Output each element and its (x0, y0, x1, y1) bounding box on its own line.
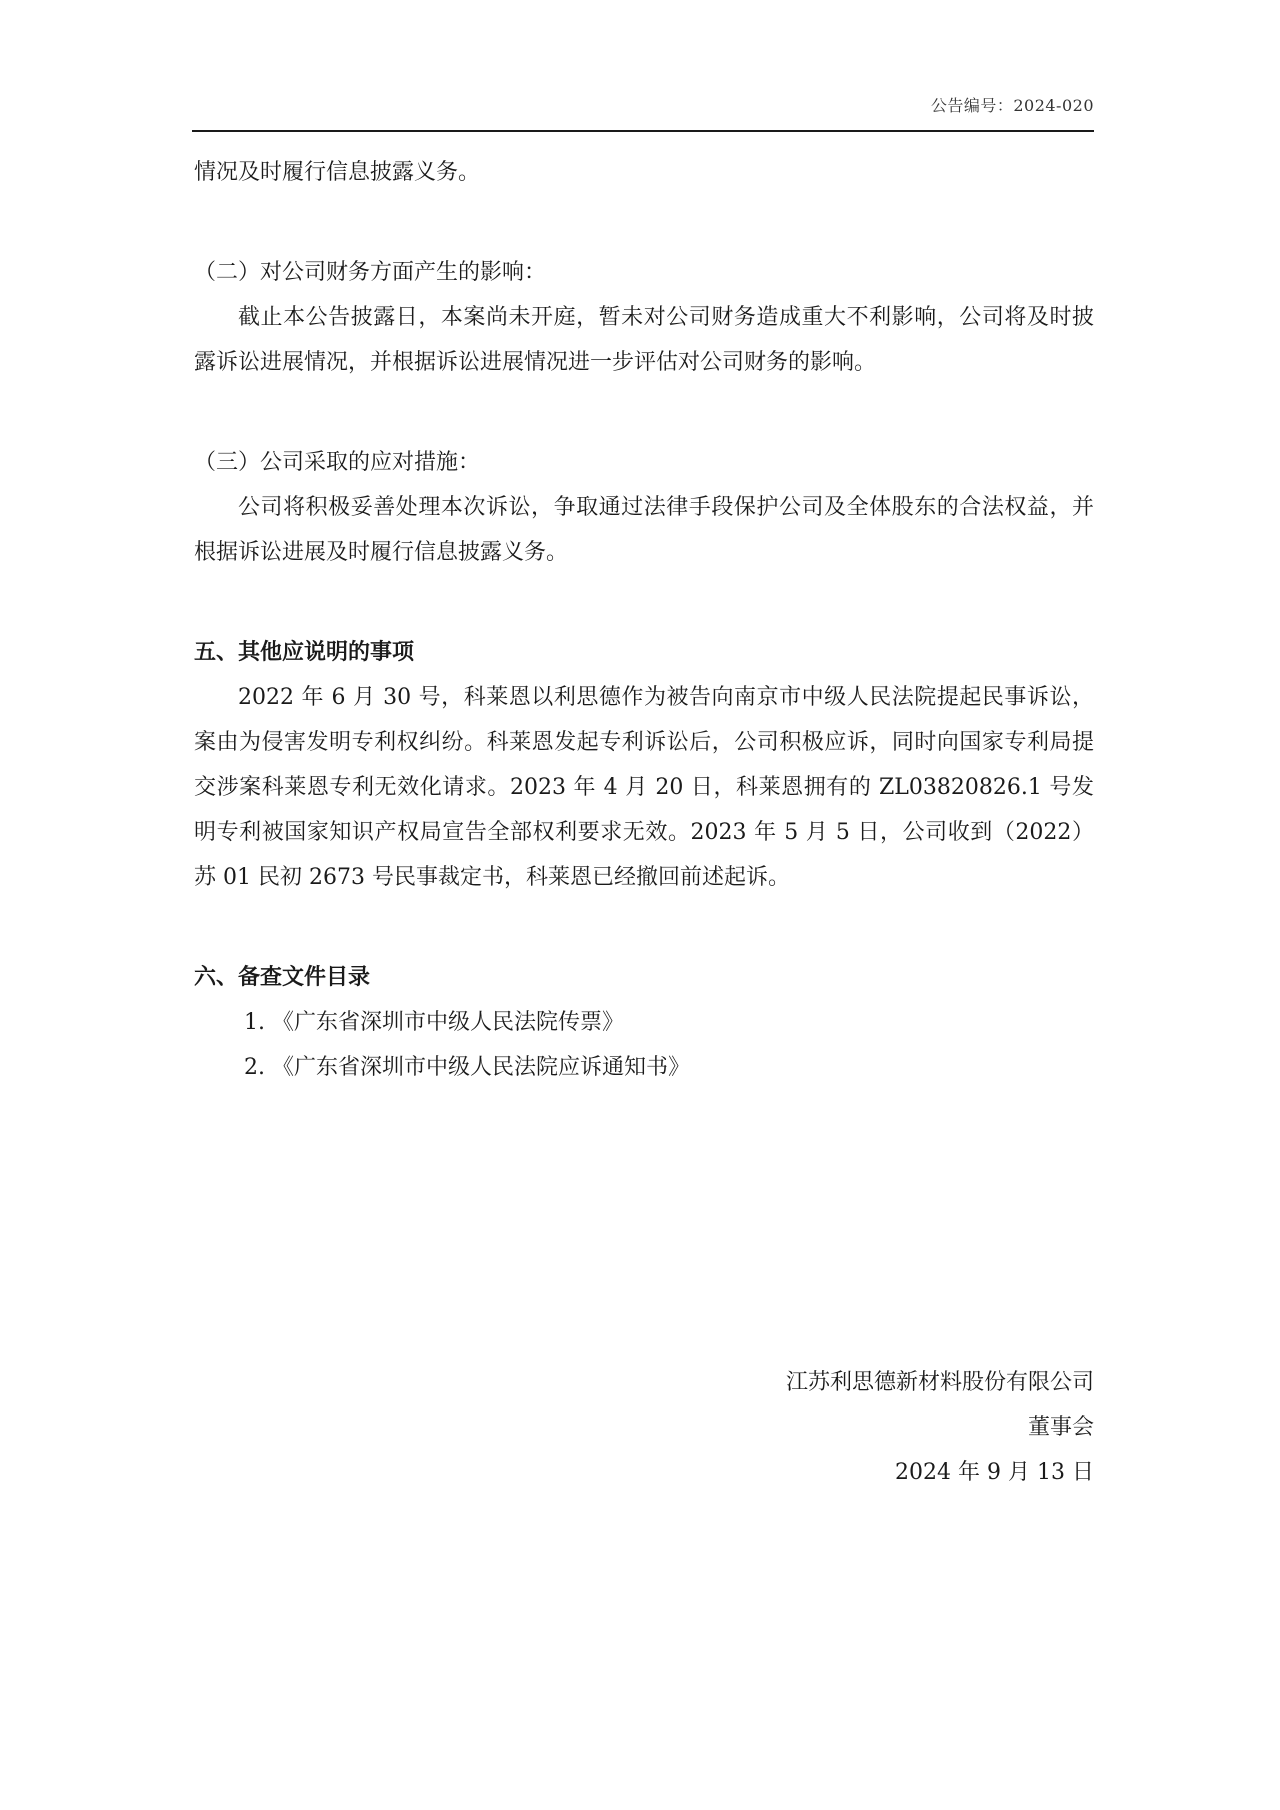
continuation-text: 情况及时履行信息披露义务。 (194, 160, 481, 185)
spacer (194, 900, 1094, 955)
announcement-number: 公告编号：2024-020 (930, 96, 1094, 115)
section-6-heading: 六、备查文件目录 (194, 965, 371, 990)
section-2-paragraph: 截止本公告披露日，本案尚未开庭，暂未对公司财务造成重大不利影响，公司将及时披露诉讼进展情况，并根据诉讼进展情况进一步评估对公司财务的影响。 (194, 305, 1094, 375)
section-3-title: （三）公司采取的应对措施： (194, 450, 481, 475)
spacer (194, 575, 1094, 630)
spacer (194, 385, 1094, 440)
signature-date: 2024 年 9 月 13 日 (895, 1460, 1094, 1485)
signature-board: 董事会 (1027, 1415, 1094, 1440)
document-body (194, 150, 1094, 1090)
signature-company: 江苏利思德新材料股份有限公司 (785, 1370, 1094, 1395)
list-item: 2. 《广东省深圳市中级人民法院应诉通知书》 (244, 1055, 690, 1080)
section-2-title: （二）对公司财务方面产生的影响： (194, 260, 547, 285)
section-5-heading: 五、其他应说明的事项 (194, 640, 415, 665)
signature-block (786, 1360, 1094, 1495)
section-5-paragraph: 2022 年 6 月 30 号，科莱恩以利思德作为被告向南京市中级人民法院提起民事诉讼，案由为侵害发明专利权纠纷。科莱恩发起专利诉讼后，公司积极应诉，同时向国家专利局提交涉案科莱恩专利无效化请求。2023 年 4 月 20 日，科莱恩拥有的 ZL03820826.1 号发明专利被国家知识产权局宣告全部权利要求无效。2023 年 5 月 5 日，公司收到（2022）苏 01 民初 2673 号民事裁定书，科莱恩已经撤回前述起诉。 (194, 685, 1094, 890)
header-divider (192, 130, 1094, 132)
section-3-paragraph: 公司将积极妥善处理本次诉讼，争取通过法律手段保护公司及全体股东的合法权益，并根据诉讼进展及时履行信息披露义务。 (194, 495, 1094, 565)
list-item: 1. 《广东省深圳市中级人民法院传票》 (244, 1010, 624, 1035)
spacer (194, 195, 1094, 250)
